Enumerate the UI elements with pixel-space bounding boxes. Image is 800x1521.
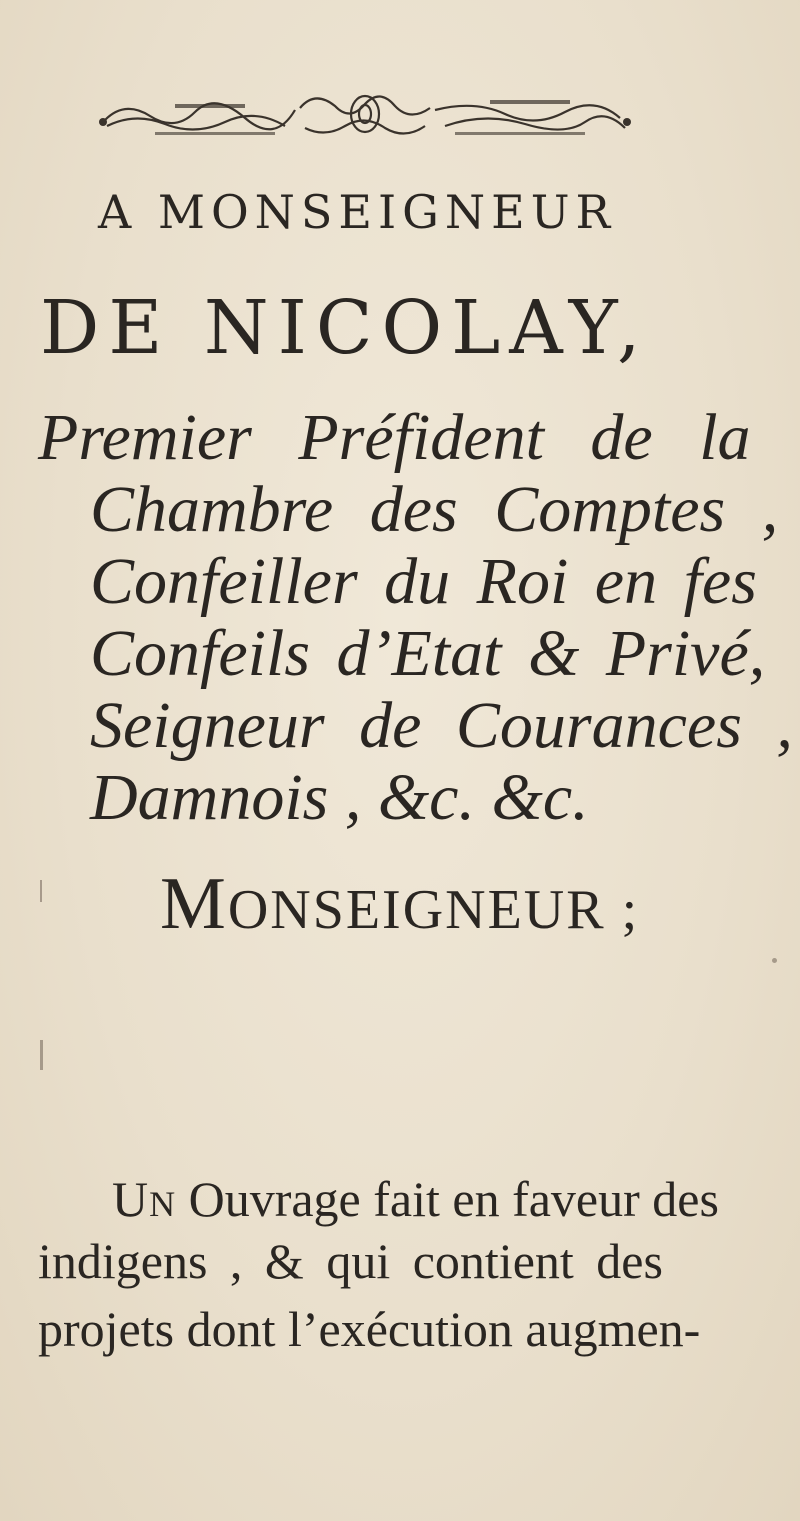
body-text-line	[112, 1170, 719, 1228]
dedication-heading-line2: DE NICOLAY,	[40, 285, 650, 371]
headpiece-ornament-icon	[95, 82, 635, 144]
paper-blemish	[40, 1040, 43, 1070]
paper-blemish	[40, 880, 42, 902]
salutation	[160, 862, 639, 947]
salutation-rest: ONSEIGNEUR ;	[227, 879, 640, 941]
body-text-line: projets dont l’exécution augmen-	[38, 1301, 701, 1357]
body-line1-rest: Ouvrage fait en faveur des	[176, 1171, 719, 1227]
salutation-initial: M	[160, 863, 228, 945]
title-line: Damnois , &c. &c.	[90, 761, 589, 834]
dedication-heading-line1: A MONSEIGNEUR	[98, 185, 617, 239]
title-line: Confeiller du Roi en fes	[90, 545, 757, 618]
title-line: Confeils d’Etat & Privé,	[90, 617, 766, 690]
title-line: Premier Préfident de la	[38, 401, 751, 474]
title-line: Seigneur de Courances ,	[90, 689, 793, 762]
paper-blemish	[772, 958, 777, 963]
body-text-line: indigens , & qui contient des	[38, 1233, 663, 1289]
body-initial: U	[112, 1171, 150, 1227]
body-smallcap: N	[149, 1184, 177, 1224]
title-line: Chambre des Comptes ,	[90, 473, 779, 546]
